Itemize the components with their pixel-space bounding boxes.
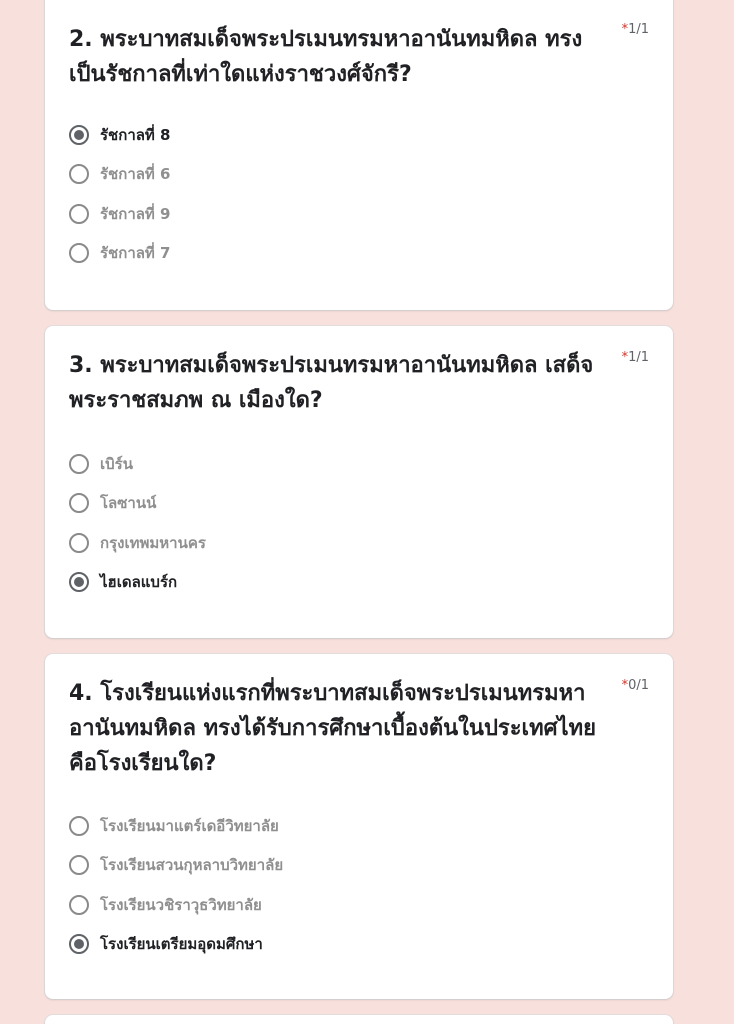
question-score bbox=[622, 678, 649, 693]
radio-selected-icon[interactable] bbox=[69, 572, 89, 592]
option-label: โรงเรียนสวนกุหลาบวิทยาลัย bbox=[100, 856, 284, 875]
question-card-3 bbox=[45, 326, 673, 638]
required-asterisk: * bbox=[621, 350, 629, 365]
option-radio[interactable] bbox=[69, 444, 206, 484]
radio-unselected-icon[interactable] bbox=[69, 454, 89, 474]
option-radio[interactable] bbox=[69, 155, 170, 195]
score-value: 0/1 bbox=[628, 678, 649, 693]
option-radio[interactable] bbox=[69, 563, 206, 603]
radio-unselected-icon[interactable] bbox=[69, 243, 89, 263]
option-radio[interactable] bbox=[69, 846, 283, 886]
score-value: 1/1 bbox=[628, 22, 649, 37]
radio-unselected-icon[interactable] bbox=[69, 855, 89, 875]
option-label: รัชกาลที่ 7 bbox=[100, 244, 171, 263]
option-label: ไฮเดลแบร์ก bbox=[100, 573, 178, 592]
options-list bbox=[69, 806, 283, 964]
radio-unselected-icon[interactable] bbox=[69, 533, 89, 553]
score-value: 1/1 bbox=[628, 350, 649, 365]
option-radio[interactable] bbox=[69, 234, 170, 274]
radio-selected-icon[interactable] bbox=[69, 934, 89, 954]
question-score bbox=[622, 350, 649, 365]
options-list bbox=[69, 444, 206, 602]
option-radio[interactable] bbox=[69, 194, 170, 234]
option-radio[interactable] bbox=[69, 925, 283, 965]
option-label: รัชกาลที่ 9 bbox=[100, 204, 171, 223]
required-asterisk: * bbox=[621, 678, 629, 693]
option-label: โรงเรียนเตรียมอุดมศึกษา bbox=[100, 935, 263, 954]
required-asterisk: * bbox=[621, 22, 629, 37]
question-card-4 bbox=[45, 654, 673, 999]
option-label: โรงเรียนมาแตร์เดอีวิทยาลัย bbox=[100, 816, 279, 835]
option-label: รัชกาลที่ 8 bbox=[100, 125, 171, 144]
options-list bbox=[69, 115, 170, 273]
question-card-2 bbox=[45, 0, 673, 310]
question-title: 4. โรงเรียนแห่งแรกที่พระบาทสมเด็จพระปรเมนทรมหาอานันทมหิดล ทรงได้รับการศึกษาเบื้องต้นในประเทศไทยคือโรงเรียนใด? bbox=[69, 681, 596, 776]
radio-unselected-icon[interactable] bbox=[69, 816, 89, 836]
option-label: โลซานน์ bbox=[100, 494, 157, 513]
question-score bbox=[622, 22, 649, 37]
radio-unselected-icon[interactable] bbox=[69, 895, 89, 915]
option-label: เบิร์น bbox=[100, 454, 133, 473]
option-radio[interactable] bbox=[69, 806, 283, 846]
option-radio[interactable] bbox=[69, 523, 206, 563]
radio-selected-icon[interactable] bbox=[69, 125, 89, 145]
option-radio[interactable] bbox=[69, 885, 283, 925]
radio-unselected-icon[interactable] bbox=[69, 204, 89, 224]
question-title: 2. พระบาทสมเด็จพระปรเมนทรมหาอานันทมหิดล ทรงเป็นรัชกาลที่เท่าใดแห่งราชวงศ์จักรี? bbox=[69, 27, 583, 87]
option-label: กรุงเทพมหานคร bbox=[100, 533, 206, 552]
question-title: 3. พระบาทสมเด็จพระปรเมนทรมหาอานันทมหิดล เสด็จพระราชสมภพ ณ เมืองใด? bbox=[69, 353, 594, 413]
question-card-next bbox=[45, 1015, 673, 1024]
radio-unselected-icon[interactable] bbox=[69, 493, 89, 513]
option-radio[interactable] bbox=[69, 484, 206, 524]
option-label: โรงเรียนวชิราวุธวิทยาลัย bbox=[100, 895, 262, 914]
option-label: รัชกาลที่ 6 bbox=[100, 165, 171, 184]
radio-unselected-icon[interactable] bbox=[69, 164, 89, 184]
option-radio[interactable] bbox=[69, 115, 170, 155]
